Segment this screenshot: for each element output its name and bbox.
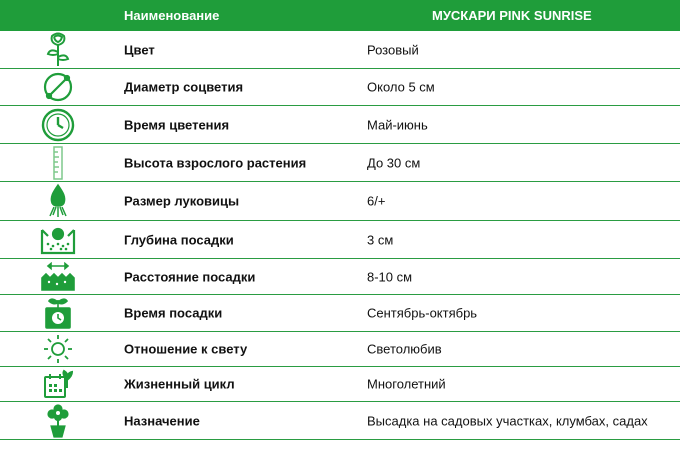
row-value: Май-июнь [367, 117, 428, 132]
sun-icon [36, 332, 80, 366]
row-label: Назначение [124, 413, 200, 428]
header-name-column: Наименование [124, 8, 220, 23]
table-row [0, 295, 680, 332]
diameter-icon [36, 69, 80, 105]
table-row [0, 69, 680, 106]
rose-icon [36, 31, 80, 68]
table-row [0, 106, 680, 144]
row-label: Отношение к свету [124, 341, 248, 357]
row-value: Розовый [367, 42, 419, 57]
row-value: 8-10 см [367, 269, 413, 284]
planting-time-icon [36, 295, 80, 331]
life-cycle-icon [36, 367, 80, 401]
header-product-column: МУСКАРИ PINK SUNRISE [432, 8, 592, 23]
row-label: Время посадки [124, 305, 223, 321]
row-value: До 30 см [367, 155, 421, 170]
planting-distance-icon [36, 259, 80, 294]
row-value: 6/+ [367, 193, 386, 209]
table-row [0, 182, 680, 221]
row-value: Около 5 см [367, 79, 435, 95]
clock-icon [36, 106, 80, 143]
row-label: Диаметр соцветия [124, 79, 244, 95]
row-label: Высота взрослого растения [124, 155, 307, 170]
row-label: Время цветения [124, 117, 230, 132]
row-label: Расстояние посадки [124, 269, 256, 284]
table-row [0, 402, 680, 440]
row-value: Высадка на садовых участках, клумбах, садах [367, 413, 648, 428]
planting-depth-icon [36, 221, 80, 258]
table-header [0, 0, 680, 31]
table-row [0, 221, 680, 259]
row-value: 3 см [367, 232, 394, 247]
row-label: Цвет [124, 42, 155, 57]
table-row [0, 332, 680, 367]
table-row [0, 144, 680, 182]
row-value: Сентябрь-октябрь [367, 305, 478, 321]
table-row [0, 367, 680, 402]
row-value: Светолюбив [367, 341, 442, 357]
table-row [0, 31, 680, 69]
row-label: Глубина посадки [124, 232, 234, 247]
row-value: Многолетний [367, 376, 446, 392]
bulb-icon [36, 182, 80, 220]
row-label: Жизненный цикл [124, 376, 235, 392]
ruler-icon [36, 144, 80, 181]
row-label: Размер луковицы [124, 193, 240, 209]
table-row [0, 259, 680, 295]
flower-pot-icon [36, 402, 80, 439]
